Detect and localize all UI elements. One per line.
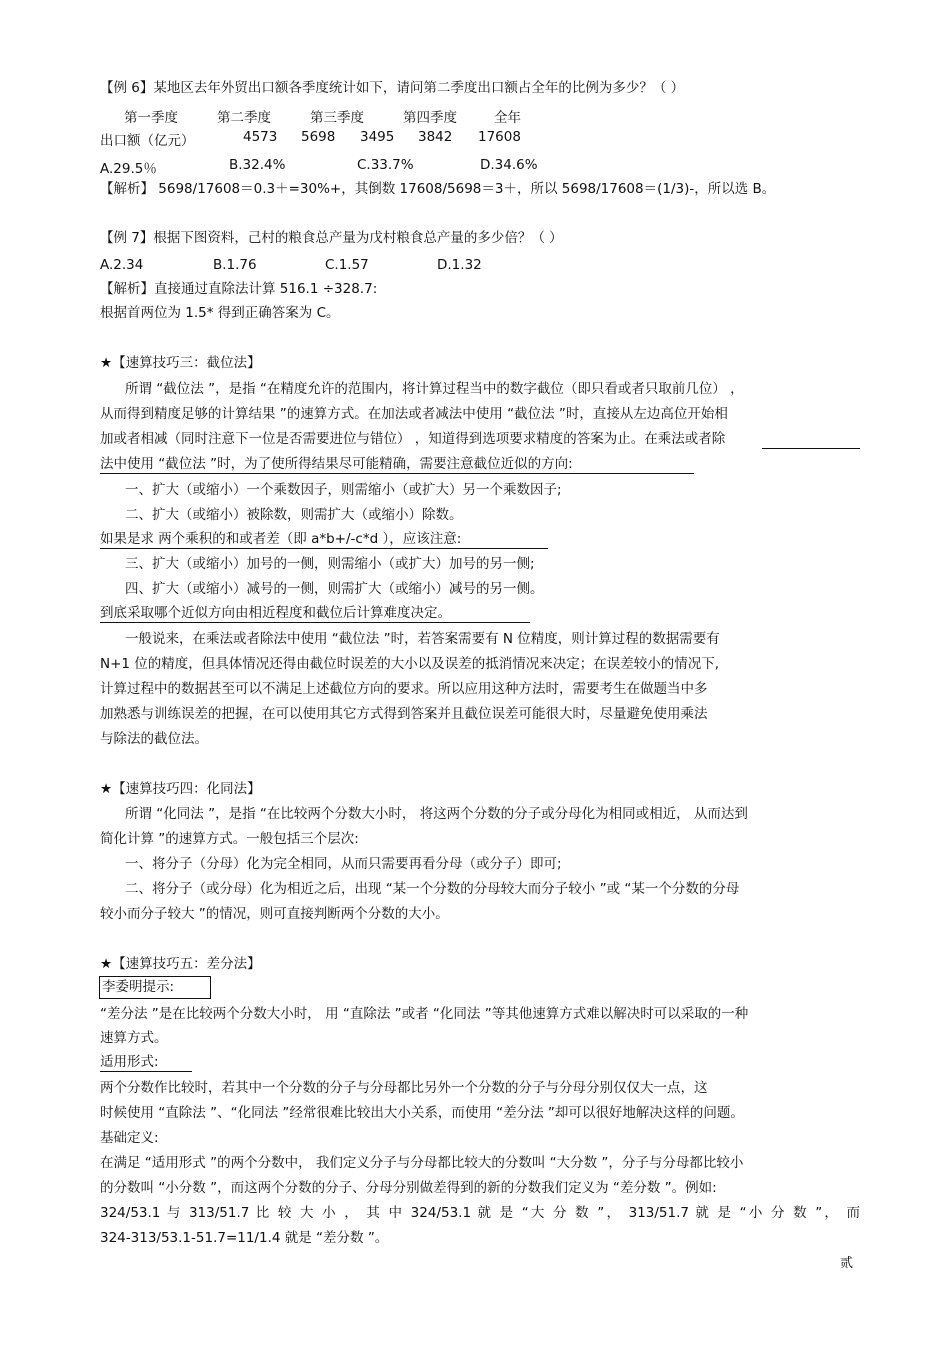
section3-p1-line3: 加或者相减（同时注意下一位是否需要进位与错位） ，知道得到选项要求精度的答案为止。在乘法或者除 — [100, 431, 726, 447]
ex6-header-q2: 第二季度 — [217, 110, 271, 126]
section5-def-line1: 在满足 “适用形式 ”的两个分数中， 我们定义分子与分母都比较大的分数叫 “大分数 ”，分子与分母都比较小 — [100, 1155, 744, 1171]
section5-def-label: 基础定义: — [100, 1130, 159, 1146]
section3-note: 如果是求 两个乘积的和或者差（即 a*b+/-c*d ），应该注意: — [100, 531, 462, 547]
ex7-option-a: A.2.34 — [100, 257, 144, 273]
section3-conclusion: 到底采取哪个近似方向由相近程度和截位后计算难度决定。 — [100, 605, 451, 621]
ex7-analysis-2: 根据首两位为 1.5* 得到正确答案为 C。 — [100, 305, 340, 321]
underline — [100, 548, 548, 549]
ex6-value-q3: 3495 — [360, 129, 395, 145]
ex6-header-q3: 第三季度 — [310, 110, 364, 126]
section3-p1-line4: 法中使用 “截位法 ”时，为了使所得结果尽可能精确，需要注意截位近似的方向: — [100, 456, 573, 472]
ex7-option-d: D.1.32 — [437, 257, 482, 273]
section3-rule1: 一、扩大（或缩小）一个乘数因子，则需缩小（或扩大）另一个乘数因子; — [125, 482, 562, 498]
section4-p1-line1: 所谓 “化同法 ”，是指 “在比较两个分数大小时， 将这两个分数的分子或分母化为相同或相近， 从而达到 — [125, 806, 748, 822]
ex6-option-d: D.34.6% — [480, 157, 538, 173]
section5-tip-line2: 速算方式。 — [100, 1030, 168, 1046]
section3-rule2: 二、扩大（或缩小）被除数，则需扩大（或缩小）除数。 — [125, 507, 463, 523]
section5-def-line2: 的分数叫 “小分数 ”，而这两个分数的分子、分母分别做差得到的新的分数我们定义为 “差分数 ”。例如: — [100, 1180, 717, 1196]
ex6-header-q4: 第四季度 — [403, 110, 457, 126]
section3-p2-line3: 计算过程中的数据甚至可以不满足上述截位方向的要求。所以应用这种方法时，需要考生在做题当中多 — [100, 681, 708, 697]
section4-item2-line1: 二、将分子（或分母）化为相近之后，出现 “某一个分数的分母较大而分子较小 ”或 “某一个分数的分母 — [125, 881, 740, 897]
section5-form-label: 适用形式: — [100, 1054, 159, 1070]
section3-p1-line2: 从而得到精度足够的计算结果 ”的速算方式。在加法或者减法中使用 “截位法 ”时，直接从左边高位开始相 — [100, 406, 728, 422]
section3-p2-line2: N+1 位的精度，但具体情况还得由截位时误差的大小以及误差的抵消情况来决定；在误差较小的情况下, — [100, 656, 720, 672]
ex6-option-a: A.29.5％ — [100, 161, 157, 177]
section3-p1-line1: 所谓 “截位法 ”，是指 “在精度允许的范围内，将计算过程当中的数字截位（即只看或者只取前几位） ， — [125, 381, 744, 397]
section5-tip-line1: “差分法 ”是在比较两个分数大小时， 用 “直除法 ”或者 “化同法 ”等其他速算方式难以解决时可以采取的一种 — [100, 1006, 749, 1022]
section3-title: ★【速算技巧三：截位法】 — [100, 355, 261, 371]
underline — [100, 1071, 192, 1072]
page-number: 贰 — [840, 1256, 854, 1271]
section5-def-line4: 324-313/53.1-51.7=11/1.4 就是 “差分数 ”。 — [100, 1230, 389, 1246]
section3-rule3: 三、扩大（或缩小）加号的一侧，则需缩小（或扩大）加号的另一侧; — [125, 556, 535, 572]
section4-item2-line2: 较小而分子较大 ”的情况，则可直接判断两个分数的大小。 — [100, 906, 449, 922]
ex7-option-c: C.1.57 — [325, 257, 369, 273]
ex7-question: 【例 7】根据下图资料，己村的粮食总产量为戊村粮食总产量的多少倍？（ ） — [100, 230, 563, 246]
ex6-row-label: 出口额（亿元） — [100, 133, 195, 149]
ex6-header-q1: 第一季度 — [124, 110, 178, 126]
section4-item1: 一、将分子（分母）化为完全相同，从而只需要再看分母（或分子）即可; — [125, 856, 562, 872]
ex6-option-c: C.33.7% — [357, 157, 414, 173]
ex7-option-b: B.1.76 — [213, 257, 257, 273]
ex6-value-q2: 5698 — [301, 129, 336, 145]
ex6-question: 【例 6】某地区去年外贸出口额各季度统计如下，请问第二季度出口额占全年的比例为多少？（ ） — [100, 80, 685, 96]
section5-form-line2: 时候使用 “直除法 ”、“化同法 ”经常很难比较出大小关系，而使用 “差分法 ”却可以很好地解决这样的问题。 — [100, 1105, 744, 1121]
section3-p2-line1: 一般说来，在乘法或者除法中使用 “截位法 ”时，若答案需要有 N 位精度，则计算过程的数据需要有 — [125, 631, 720, 647]
ex6-option-b: B.32.4% — [229, 157, 286, 173]
ex7-analysis-1: 【解析】直接通过直除法计算 516.1 ÷328.7: — [100, 281, 378, 297]
section4-p1-line2: 简化计算 ”的速算方式。一般包括三个层次: — [100, 831, 359, 847]
ex6-header-year: 全年 — [494, 110, 521, 126]
ex6-value-q1: 4573 — [243, 129, 278, 145]
section5-def-line3: 324/53.1 与 313/51.7 比 较 大 小 ， 其 中 324/53.1 就 是 “大 分 数 ”， 313/51.7 就 是 “小 分 数 ”， 而 — [100, 1205, 860, 1221]
section5-tip-label: 李委明提示: — [102, 979, 175, 995]
ex6-analysis: 【解析】 5698/17608＝0.3＋=30%+，其倒数 17608/5698＝3＋，所以 5698/17608＝(1/3)-，所以选 B。 — [100, 181, 776, 197]
section5-form-line1: 两个分数作比较时，若其中一个分数的分子与分母都比另外一个分数的分子与分母分别仅仅大一点，这 — [100, 1080, 708, 1096]
ex6-value-year: 17608 — [478, 129, 521, 145]
section4-title: ★【速算技巧四：化同法】 — [100, 781, 261, 797]
section3-p2-line4: 加熟悉与训练误差的把握，在可以使用其它方式得到答案并且截位误差可能很大时，尽量避免使用乘法 — [100, 706, 708, 722]
section5-title: ★【速算技巧五：差分法】 — [100, 956, 261, 972]
underline — [100, 622, 530, 623]
underline — [100, 473, 694, 474]
ex6-value-q4: 3842 — [418, 129, 453, 145]
section3-rule4: 四、扩大（或缩小）减号的一侧，则需扩大（或缩小）减号的另一侧。 — [125, 581, 544, 597]
section3-p2-line5: 与除法的截位法。 — [100, 731, 208, 747]
underline — [762, 448, 860, 449]
